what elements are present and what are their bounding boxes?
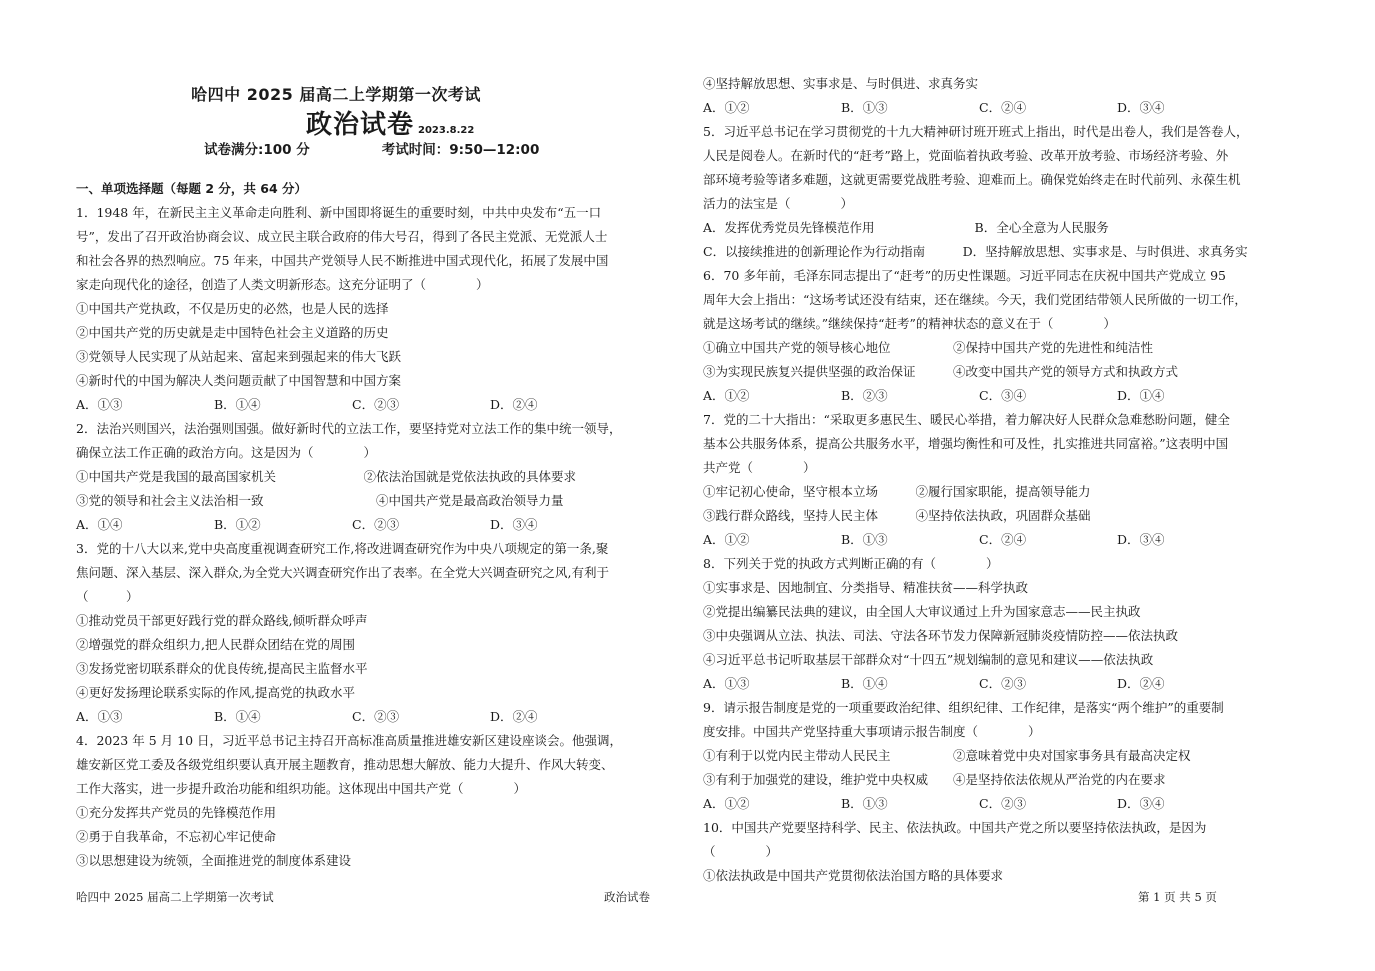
footer-exam-title: 哈四中 2025 届高二上学期第一次考试 (76, 890, 274, 904)
answer-option: C．②③ (979, 796, 1027, 811)
question-text-line: ②中国共产党的历史就是走中国特色社会主义道路的历史 (76, 325, 389, 340)
question-text-line: ③为实现民族复兴提供坚强的政治保证 ④改变中国共产党的领导方式和执政方式 (703, 364, 1179, 379)
question-text-line: ②党提出编纂民法典的建议，由全国人大审议通过上升为国家意志——民主执政 (703, 604, 1141, 619)
answer-option: B．①③ (841, 100, 888, 115)
question-text-line: 基本公共服务体系，提高公共服务水平，增强均衡性和可及性，扎实推进共同富裕。”这表明中国 (703, 436, 1229, 451)
question-text-line: ③有利于加强党的建设，维护党中央权威 ④是坚持依法依规从严治党的内在要求 (703, 772, 1166, 787)
answer-option: D．③④ (1117, 532, 1165, 547)
question-text-line: C．以接续推进的创新理论作为行动指南 D．坚持解放思想、实事求是、与时俱进、求真务实 (703, 244, 1248, 259)
question-text-line: ③发扬党密切联系群众的优良传统,提高民主监督水平 (76, 661, 368, 676)
answer-option: C．②③ (352, 517, 400, 532)
paper-title (306, 104, 474, 141)
question-text-line: 和社会各界的热烈响应。75 年来，中国共产党领导人民不断推进中国式现代化，拓展了发展中国 (76, 253, 609, 268)
question-text-line: ②增强党的群众组织力,把人民群众团结在党的周围 (76, 637, 355, 652)
question-text-line: ①有利于以党内民主带动人民民主 ②意味着党中央对国家事务具有最高决定权 (703, 748, 1191, 763)
question-text-line: ①确立中国共产党的领导核心地位 ②保持中国共产党的先进性和纯洁性 (703, 340, 1154, 355)
answer-option: B．①④ (841, 676, 888, 691)
question-text-line: A．发挥优秀党员先锋模范作用 B．全心全意为人民服务 (703, 220, 1109, 235)
question-text-line: 4．2023 年 5 月 10 日，习近平总书记主持召开高标准高质量推进雄安新区建设座谈会。他强调， (76, 733, 622, 748)
answer-option: A．①③ (76, 397, 123, 412)
footer-subject: 政治试卷 (604, 890, 650, 904)
question-text-line: ③践行群众路线，坚持人民主体 ④坚持依法执政，巩固群众基础 (703, 508, 1091, 523)
question-text-line: 2．法治兴则国兴，法治强则国强。做好新时代的立法工作，要坚持党对立法工作的集中统一领导， (76, 421, 622, 436)
question-text-line: 人民是阅卷人。在新时代的“赶考”路上，党面临着执政考验、改革开放考验、市场经济考验、外 (703, 148, 1229, 163)
question-text-line: 家走向现代化的途径，创造了人类文明新形态。这充分证明了（ ） (76, 277, 489, 292)
exam-date: 2023.8.22 (418, 125, 475, 136)
answer-option: B．①④ (214, 709, 261, 724)
answer-options (703, 676, 1255, 692)
answer-options (76, 517, 628, 533)
answer-option: D．①④ (1117, 388, 1165, 403)
answer-option: D．③④ (1117, 796, 1165, 811)
question-text-line: 共产党（ ） (703, 460, 816, 475)
question-text-line: （ ） (703, 844, 779, 859)
question-text-line: ①依法执政是中国共产党贯彻依法治国方略的具体要求 (703, 868, 1004, 883)
question-text-line: ④坚持解放思想、实事求是、与时俱进、求真务实 (703, 76, 979, 91)
answer-option: B．①④ (214, 397, 261, 412)
question-text-line: 号”，发出了召开政治协商会议、成立民主联合政府的伟大号召，得到了各民主党派、无党派人士 (76, 229, 608, 244)
question-text-line: 7．党的二十大指出：“采取更多惠民生、暖民心举措，着力解决好人民群众急难愁盼问题，健全 (703, 412, 1230, 427)
exam-time: 考试时间：9:50—12:00 (381, 142, 540, 158)
question-text-line: 焦问题、深入基层、深入群众,为全党大兴调查研究作出了表率。在全党大兴调查研究之风,有利于 (76, 565, 609, 580)
section-title: 一、单项选择题（每题 2 分，共 64 分） (76, 181, 308, 196)
answer-option: A．①③ (703, 676, 750, 691)
question-text-line: 就是这场考试的继续。”继续保持“赶考”的精神状态的意义在于（ ） (703, 316, 1116, 331)
answer-option: D．③④ (1117, 100, 1165, 115)
question-text-line: ③以思想建设为统领，全面推进党的制度体系建设 (76, 853, 352, 868)
answer-option: B．①③ (841, 532, 888, 547)
question-text-line: 度安排。中国共产党坚持重大事项请示报告制度（ ） (703, 724, 1041, 739)
question-text-line: 部环境考验等诸多难题，这就更需要党战胜考验、迎难而上。确保党始终走在时代前列、永葆生机 (703, 172, 1241, 187)
question-text-line: ④更好发扬理论联系实际的作风,提高党的执政水平 (76, 685, 355, 700)
exam-meta (204, 138, 539, 158)
answer-option: A．①② (703, 796, 750, 811)
question-text-line: 周年大会上指出：“这场考试还没有结束，还在继续。今天，我们党团结带领人民所做的一切工作， (703, 292, 1247, 307)
question-text-line: ③党的领导和社会主义法治相一致 ④中国共产党是最高政治领导力量 (76, 493, 564, 508)
question-text-line: 1．1948 年，在新民主主义革命走向胜利、新中国即将诞生的重要时刻，中共中央发布“五一口 (76, 205, 602, 220)
answer-options (703, 532, 1255, 548)
question-text-line: ①推动党员干部更好践行党的群众路线,倾听群众呼声 (76, 613, 368, 628)
question-text-line: 8．下列关于党的执政方式判断正确的有（ ） (703, 556, 999, 571)
answer-options (703, 388, 1255, 404)
answer-option: C．②④ (979, 532, 1027, 547)
full-score: 试卷满分:100 分 (204, 142, 310, 158)
answer-option: B．①② (214, 517, 261, 532)
answer-option: D．②④ (1117, 676, 1165, 691)
answer-option: A．①② (703, 532, 750, 547)
question-text-line: 9．请示报告制度是党的一项重要政治纪律、组织纪律、工作纪律，是落实“两个维护”的重要制 (703, 700, 1224, 715)
answer-option: D．②④ (490, 397, 538, 412)
question-text-line: 6．70 多年前，毛泽东同志提出了“赶考”的历史性课题。习近平同志在庆祝中国共产党成立 95 (703, 268, 1226, 283)
paper-title-text: 政治试卷 (306, 110, 415, 140)
answer-option: B．①③ (841, 796, 888, 811)
answer-options (703, 100, 1255, 116)
answer-option: C．②③ (979, 676, 1027, 691)
answer-option: C．②③ (352, 709, 400, 724)
question-text-line: 确保立法工作正确的政治方向。这是因为（ ） (76, 445, 377, 460)
answer-option: C．③④ (979, 388, 1027, 403)
answer-option: D．②④ (490, 709, 538, 724)
question-text-line: 5．习近平总书记在学习贯彻党的十九大精神研讨班开班式上指出，时代是出卷人，我们是答卷人， (703, 124, 1249, 139)
answer-option: B．②③ (841, 388, 888, 403)
answer-option: C．②③ (352, 397, 400, 412)
answer-option: C．②④ (979, 100, 1027, 115)
question-text-line: ①中国共产党是我国的最高国家机关 ②依法治国就是党依法执政的具体要求 (76, 469, 577, 484)
exam-title: 哈四中 2025 届高二上学期第一次考试 (191, 85, 481, 104)
answer-option: A．①② (703, 388, 750, 403)
question-text-line: 活力的法宝是（ ） (703, 196, 854, 211)
answer-option: A．①② (703, 100, 750, 115)
question-text-line: ③党领导人民实现了从站起来、富起来到强起来的伟大飞跃 (76, 349, 402, 364)
answer-options (76, 397, 628, 413)
question-text-line: ①实事求是、因地制宜、分类指导、精准扶贫——科学执政 (703, 580, 1029, 595)
question-text-line: 工作大落实，进一步提升政治功能和组织功能。这体现出中国共产党（ ） (76, 781, 527, 796)
answer-option: D．③④ (490, 517, 538, 532)
question-text-line: ①牢记初心使命，坚守根本立场 ②履行国家职能，提高领导能力 (703, 484, 1091, 499)
question-text-line: 雄安新区党工委及各级党组织要认真开展主题教育，推动思想大解放、能力大提升、作风大转变、 (76, 757, 614, 772)
question-text-line: ④新时代的中国为解决人类问题贡献了中国智慧和中国方案 (76, 373, 402, 388)
answer-option: A．①③ (76, 709, 123, 724)
answer-option: A．①④ (76, 517, 123, 532)
question-text-line: 10．中国共产党要坚持科学、民主、依法执政。中国共产党之所以要坚持依法执政，是因为 (703, 820, 1207, 835)
answer-options (76, 709, 628, 725)
question-text-line: ②勇于自我革命，不忘初心牢记使命 (76, 829, 277, 844)
question-text-line: 3．党的十八大以来,党中央高度重视调查研究工作,将改进调查研究作为中央八项规定的第一条,聚 (76, 541, 609, 556)
question-text-line: ①中国共产党执政，不仅是历史的必然，也是人民的选择 (76, 301, 389, 316)
question-text-line: ③中央强调从立法、执法、司法、守法各环节发力保障新冠肺炎疫情防控——依法执政 (703, 628, 1179, 643)
footer-page-number: 第 1 页 共 5 页 (1138, 890, 1217, 904)
answer-options (703, 796, 1255, 812)
question-text-line: ④习近平总书记听取基层干部群众对“十四五”规划编制的意见和建议——依法执政 (703, 652, 1154, 667)
question-text-line: ①充分发挥共产党员的先锋模范作用 (76, 805, 277, 820)
question-text-line: （ ） (76, 589, 139, 604)
